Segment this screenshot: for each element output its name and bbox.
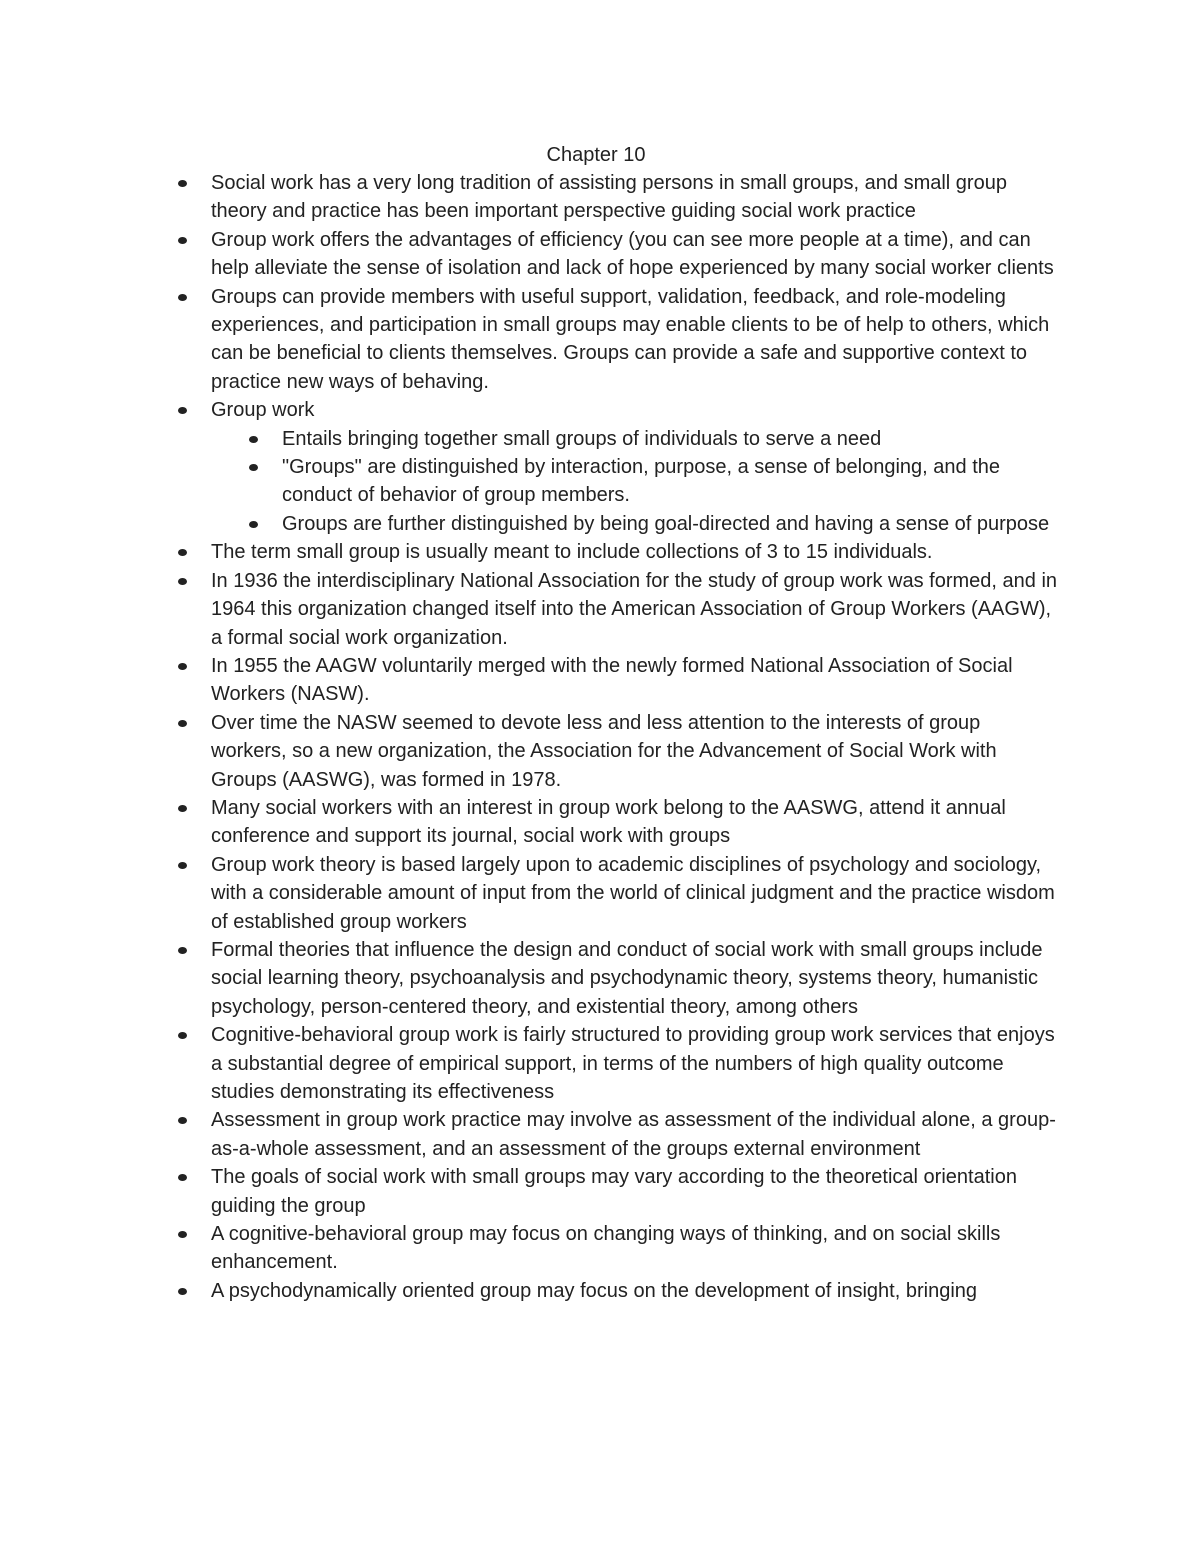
bullet-icon xyxy=(178,947,187,954)
bullet-icon xyxy=(249,436,258,443)
bullet-icon xyxy=(178,294,187,301)
list-item xyxy=(0,283,1061,397)
sub-list-item xyxy=(0,425,1062,453)
sub-list-item xyxy=(0,510,1062,538)
list-item-text: The term small group is usually meant to include collections of 3 to 15 individuals. xyxy=(211,541,933,564)
list-item-text: Group work offers the advantages of efficiency (you can see more people at a time), and can help alleviate the sense of isolation and lack of hope experienced by many social worker clients xyxy=(211,228,1054,280)
list-item-text: A psychodynamically oriented group may focus on the development of insight, bringing xyxy=(211,1279,978,1302)
bullet-icon xyxy=(249,521,258,528)
bullet-icon xyxy=(178,663,187,670)
list-item-text: Group work xyxy=(211,399,315,422)
page-title: Chapter 10 xyxy=(546,144,646,166)
bullet-icon xyxy=(178,720,187,727)
bullet-icon xyxy=(178,407,187,414)
list-item xyxy=(0,538,1061,566)
list-item-text: A cognitive-behavioral group may focus on changing ways of thinking, and on social skills enhancement. xyxy=(211,1223,1001,1274)
bullet-icon xyxy=(178,237,187,244)
list-item xyxy=(0,396,1061,424)
list-item-text: Cognitive-behavioral group work is fairly structured to providing group work services that enjoys a substantial degree of empirical support, in terms of the numbers of high quality outcome studies demonstrating its effectiveness xyxy=(211,1024,1055,1103)
bullet-icon xyxy=(178,1174,187,1181)
list-item-text: Formal theories that influence the design and conduct of social work with small groups include social learning theory, psychoanalysis and psychodynamic theory, systems theory, humanistic psychology, person-centered theory, and existential theory, among others xyxy=(211,938,1043,1018)
list-item xyxy=(0,226,1061,283)
list-item xyxy=(0,1220,1061,1277)
list-item xyxy=(0,936,1061,1021)
list-item xyxy=(0,567,1061,652)
bullet-icon xyxy=(178,1288,187,1295)
list-item xyxy=(0,794,1061,851)
sub-list-item xyxy=(0,453,1062,510)
bullet-icon xyxy=(178,862,187,869)
list-item-text: Groups can provide members with useful support, validation, feedback, and role-modeling experiences, and participation in small groups may enable clients to be of help to others, which can be beneficial to clients themselves. Groups can provide a safe and supportive context to practice new ways of behaving. xyxy=(211,285,1050,393)
list-item xyxy=(0,1277,1061,1305)
list-item-text: Social work has a very long tradition of assisting persons in small groups, and small group theory and practice has been important perspective guiding social work practice xyxy=(211,172,1007,223)
bullet-icon xyxy=(178,549,187,556)
list-item xyxy=(0,169,1061,226)
bullet-icon xyxy=(178,578,187,585)
list-item-text: Assessment in group work practice may involve as assessment of the individual alone, a group-as-a-whole assessment, and an assessment of the groups external environment xyxy=(211,1109,1056,1160)
bullet-icon xyxy=(249,464,258,471)
list-item-text: In 1955 the AAGW voluntarily merged with the newly formed National Association of Social Workers (NASW). xyxy=(211,654,1013,706)
list-item-text: In 1936 the interdisciplinary National Association for the study of group work was formed, and in 1964 this organization changed itself into the American Association of Group Workers (AAGW), a formal social work organization. xyxy=(211,569,1058,649)
list-item xyxy=(0,1163,1061,1220)
list-item xyxy=(0,709,1061,794)
list-item xyxy=(0,851,1061,936)
list-item-text: Many social workers with an interest in group work belong to the AASWG, attend it annual conference and support its journal, social work with groups xyxy=(211,796,1006,848)
list-item-text: "Groups" are distinguished by interaction, purpose, a sense of belonging, and the conduct of behavior of group members. xyxy=(282,456,1000,507)
bullet-list xyxy=(0,169,1200,1305)
list-item xyxy=(0,1021,1061,1106)
list-item-text: Group work theory is based largely upon to academic disciplines of psychology and sociology, with a considerable amount of input from the world of clinical judgment and the practice wisdom of established group workers xyxy=(211,853,1055,933)
bullet-icon xyxy=(178,180,187,187)
list-item-text: Entails bringing together small groups of individuals to serve a need xyxy=(282,427,882,450)
list-item-text: Over time the NASW seemed to devote less and less attention to the interests of group workers, so a new organization, the Association for the Advancement of Social Work with Groups (AASWG), was formed in 1978. xyxy=(211,711,997,791)
bullet-icon xyxy=(178,1117,187,1124)
list-item-text: The goals of social work with small groups may vary according to the theoretical orientation guiding the group xyxy=(211,1166,1017,1217)
list-item-text: Groups are further distinguished by being goal-directed and having a sense of purpose xyxy=(282,512,1050,535)
list-item xyxy=(0,1106,1061,1163)
bullet-icon xyxy=(178,1231,187,1238)
bullet-icon xyxy=(178,1032,187,1039)
list-item xyxy=(0,652,1061,709)
bullet-icon xyxy=(178,805,187,812)
